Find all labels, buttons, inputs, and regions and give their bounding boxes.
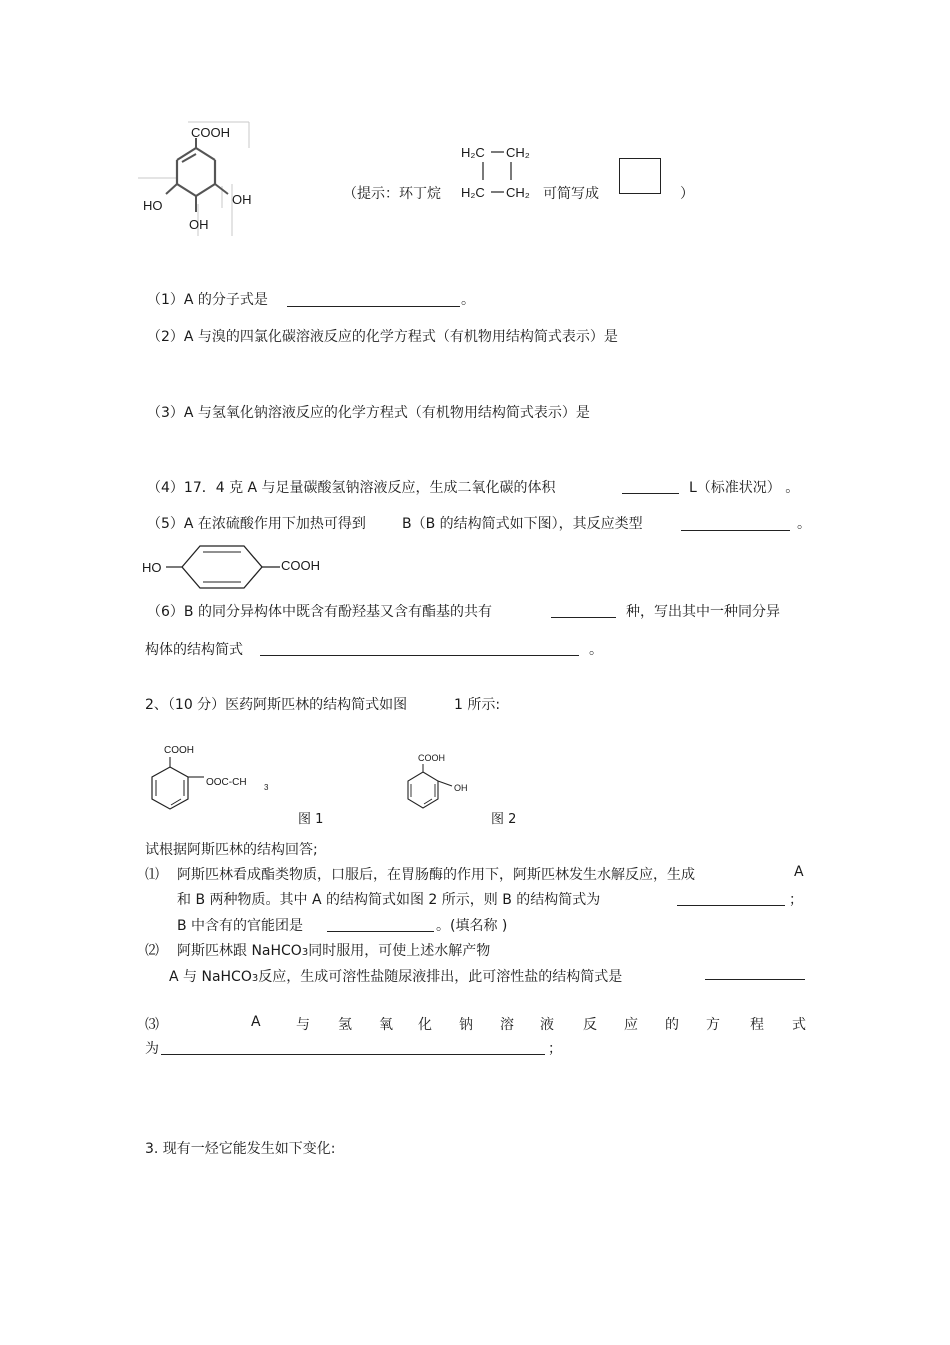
p2-s3-char: 氧 bbox=[379, 1017, 393, 1033]
structure-a-ho: HO bbox=[143, 198, 163, 213]
q5-text: （5）A 在浓硫酸作用下加热可得到 bbox=[147, 516, 366, 532]
p2-s3-char: 氢 bbox=[338, 1017, 352, 1033]
p2-s2-line1b: 同时服用，可使上述水解产物 bbox=[308, 943, 491, 959]
q5-end: 。 bbox=[797, 516, 811, 532]
structure-b-ho: HO bbox=[142, 560, 162, 575]
p2-s2-line1 bbox=[177, 940, 490, 960]
p2-s3-char: 化 bbox=[418, 1017, 432, 1033]
q2-text: （2）A 与溴的四氯化碳溶液反应的化学方程式（有机物用结构简式表示）是 bbox=[147, 329, 618, 345]
p2-s2-line2a: A 与 NaHCO bbox=[169, 969, 252, 985]
q4-end: L（标准状况） 。 bbox=[689, 480, 800, 496]
p2-s3-end: ； bbox=[548, 1041, 562, 1057]
hint-open: （提示：环丁烷 bbox=[343, 186, 441, 202]
hint-mid: 可简写成 bbox=[543, 186, 599, 202]
p2-s3-char: 钠 bbox=[459, 1017, 473, 1033]
structure-a-oh-bottom: OH bbox=[189, 217, 209, 232]
p2-s3-char: 程 bbox=[750, 1017, 764, 1033]
p2-s1-line3-end: 。(填名称 ) bbox=[436, 918, 508, 934]
p2-s3-char: 与 bbox=[296, 1017, 310, 1033]
structure-a-diagram bbox=[138, 118, 258, 243]
q4-text: （4）17．4 克 A 与足量碳酸氢钠溶液反应，生成二氧化碳的体积 bbox=[147, 480, 556, 496]
fig1-caption: 图 1 bbox=[298, 812, 324, 827]
p2-s2-line2b: 反应，生成可溶性盐随尿液排出，此可溶性盐的结构简式是 bbox=[258, 969, 623, 985]
q6-line2: 构体的结构简式 bbox=[145, 642, 243, 658]
fig1-ester: OOC-CH bbox=[206, 777, 247, 788]
q5-text2: B（B 的结构简式如下图），其反应类型 bbox=[402, 516, 643, 532]
p2-s3-line2: 为 bbox=[145, 1041, 159, 1057]
p2-heading-end: 1 所示: bbox=[454, 697, 501, 713]
p2-s2-num: ⑵ bbox=[145, 943, 159, 959]
cyclobutane-ch2-top: CH₂ bbox=[506, 145, 530, 160]
p2-s2-line1a: 阿斯匹林跟 NaHCO bbox=[177, 943, 302, 959]
q6-end: 。 bbox=[589, 642, 603, 658]
q6-count-blank[interactable] bbox=[551, 617, 616, 618]
p2-s2-line2-sub: 3 bbox=[251, 973, 259, 984]
p2-s1-b-blank[interactable] bbox=[677, 905, 785, 906]
p2-s1-line3: B 中含有的官能团是 bbox=[177, 918, 304, 934]
p2-s1-group-blank[interactable] bbox=[327, 931, 434, 932]
fig1-sub3: 3 bbox=[264, 783, 269, 792]
q5-answer-blank[interactable] bbox=[681, 530, 790, 531]
q4-answer-blank[interactable] bbox=[622, 493, 679, 494]
cyclobutane-diagram bbox=[458, 140, 543, 205]
p2-s1-num: ⑴ bbox=[145, 867, 159, 883]
p2-s1-line2-end: ； bbox=[789, 892, 803, 908]
p2-heading: 2、（10 分）医药阿斯匹林的结构简式如图 bbox=[145, 697, 408, 713]
q1-end: 。 bbox=[461, 292, 475, 308]
cyclobutane-h2c-top: H₂C bbox=[461, 145, 485, 160]
p2-s3-num: ⑶ bbox=[145, 1017, 159, 1033]
q6-mid: 种，写出其中一种同分异 bbox=[626, 604, 780, 620]
structure-b-cooh: COOH bbox=[281, 558, 320, 573]
square-symbol bbox=[619, 158, 661, 194]
q6-text: （6）B 的同分异构体中既含有酚羟基又含有酯基的共有 bbox=[147, 604, 492, 620]
p3-heading: 3. 现有一烃它能发生如下变化: bbox=[145, 1141, 336, 1157]
p2-s2-line2 bbox=[169, 966, 622, 986]
p2-s2-line1-sub: 3 bbox=[301, 947, 309, 958]
p2-s1-a: A bbox=[794, 864, 804, 880]
p2-s1-line1: 阿斯匹林看成酯类物质，口服后，在胃肠酶的作用下，阿斯匹林发生水解反应，生成 bbox=[177, 867, 695, 883]
q1-text: （1）A 的分子式是 bbox=[147, 292, 268, 308]
p2-s3-equation-blank[interactable] bbox=[161, 1054, 545, 1055]
fig1-cooh: COOH bbox=[164, 745, 194, 756]
p2-s3-char: 的 bbox=[665, 1017, 679, 1033]
q3-text: （3）A 与氢氧化钠溶液反应的化学方程式（有机物用结构简式表示）是 bbox=[147, 405, 590, 421]
p2-s3-char: 方 bbox=[706, 1017, 720, 1033]
structure-a-oh-right: OH bbox=[232, 192, 252, 207]
p2-s2-salt-blank[interactable] bbox=[705, 979, 805, 980]
p2-s3-char: 式 bbox=[792, 1017, 806, 1033]
figure-2-diagram bbox=[400, 750, 480, 815]
p2-s3-char: 反 bbox=[583, 1017, 597, 1033]
fig2-caption: 图 2 bbox=[491, 812, 517, 827]
cyclobutane-ch2-bottom: CH₂ bbox=[506, 185, 530, 200]
p2-s1-line2: 和 B 两种物质。其中 A 的结构简式如图 2 所示，则 B 的结构简式为 bbox=[177, 892, 601, 908]
q6-structure-blank[interactable] bbox=[260, 655, 579, 656]
p2-s3-char: 液 bbox=[540, 1017, 554, 1033]
fig2-cooh: COOH bbox=[418, 753, 445, 763]
structure-b-diagram bbox=[140, 540, 340, 592]
hint-close: ） bbox=[680, 186, 694, 202]
p2-s3-char: 应 bbox=[624, 1017, 638, 1033]
figure-1-diagram bbox=[140, 738, 290, 818]
p2-intro: 试根据阿斯匹林的结构回答; bbox=[145, 842, 318, 858]
q1-answer-blank[interactable] bbox=[287, 306, 460, 307]
structure-a-cooh: COOH bbox=[191, 125, 230, 140]
p2-s3-char: A bbox=[251, 1014, 261, 1030]
p2-s3-char: 溶 bbox=[500, 1017, 514, 1033]
cyclobutane-h2c-bottom: H₂C bbox=[461, 185, 485, 200]
fig2-oh: OH bbox=[454, 783, 468, 793]
